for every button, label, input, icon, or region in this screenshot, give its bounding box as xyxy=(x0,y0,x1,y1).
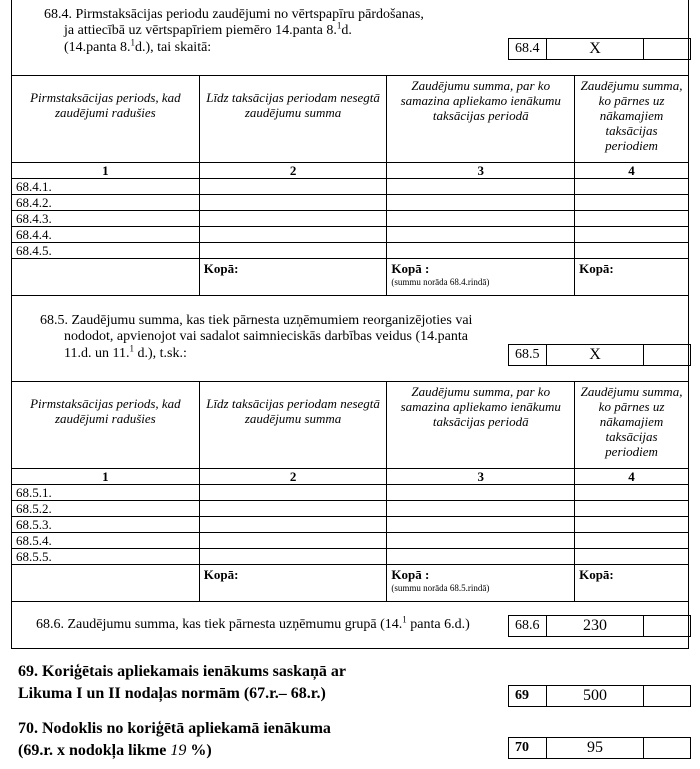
total-note: (summu norāda 68.5.rindā) xyxy=(391,583,490,593)
cell[interactable] xyxy=(387,195,575,211)
cell[interactable] xyxy=(575,211,689,227)
cell[interactable] xyxy=(199,211,387,227)
total-row xyxy=(12,565,689,602)
cell[interactable] xyxy=(199,485,387,501)
table-row xyxy=(12,501,689,517)
table-row xyxy=(12,485,689,501)
cell xyxy=(12,259,200,296)
row-value-extra[interactable] xyxy=(644,686,690,706)
table-row xyxy=(12,179,689,195)
cell[interactable] xyxy=(387,485,575,501)
row-70-field[interactable] xyxy=(508,737,691,759)
cell[interactable] xyxy=(575,179,689,195)
cell[interactable] xyxy=(387,501,575,517)
cell[interactable] xyxy=(387,549,575,565)
cell[interactable] xyxy=(387,517,575,533)
cell[interactable] xyxy=(575,195,689,211)
table-row xyxy=(12,195,689,211)
col-header: Zaudējumu summa, ko pārnes uz nākamajiem taksācijas periodiem xyxy=(575,76,689,163)
cell[interactable] xyxy=(575,227,689,243)
total-label[interactable]: Kopā: xyxy=(199,565,387,602)
col-number: 1 xyxy=(12,163,200,179)
col-number: 3 xyxy=(387,163,575,179)
section-68-5-title-line2: nododot, apvienojot vai sadalot saimnieciskās darbības veidus (14.panta xyxy=(64,329,468,344)
col-header: Līdz taksācijas periodam nesegtā zaudējumu summa xyxy=(199,76,387,163)
section-68-5-title-line3: 11.d. un 11.$^1$ d.), t.sk.: xyxy=(64,343,187,361)
cell[interactable] xyxy=(199,195,387,211)
tax-rate: 19 xyxy=(170,742,187,759)
divider xyxy=(11,648,689,649)
section-70-line1: 70. Nodoklis no koriģētā apliekamā ienākuma xyxy=(18,720,331,737)
row-68-4-field[interactable] xyxy=(508,38,691,60)
cell[interactable] xyxy=(199,533,387,549)
section-68-4-title-line3: (14.panta 8.$^1$d.), tai skaitā: xyxy=(64,37,212,55)
total-row xyxy=(12,259,689,296)
cell[interactable] xyxy=(199,243,387,259)
cell[interactable] xyxy=(575,485,689,501)
row-68-5-field[interactable] xyxy=(508,344,691,366)
section-68-5-title-line1: 68.5. Zaudējumu summa, kas tiek pārnesta uzņēmumiem reorganizējoties vai xyxy=(40,313,473,328)
col-header: Līdz taksācijas periodam nesegtā zaudējumu summa xyxy=(199,382,387,469)
cell[interactable] xyxy=(575,549,689,565)
row-value[interactable]: 95 xyxy=(547,738,644,758)
cell[interactable] xyxy=(387,211,575,227)
cell[interactable] xyxy=(575,501,689,517)
col-number: 2 xyxy=(199,163,387,179)
cell[interactable] xyxy=(575,533,689,549)
table-68-4 xyxy=(11,75,689,296)
row-value[interactable]: 500 xyxy=(547,686,644,706)
section-69-line2: Likuma I un II nodaļas normām (67.r.– 68.r.) xyxy=(18,685,326,702)
table-row xyxy=(12,211,689,227)
col-number: 4 xyxy=(575,469,689,485)
col-number: 3 xyxy=(387,469,575,485)
row-value[interactable]: X xyxy=(547,39,644,59)
col-header: Zaudējumu summa, par ko samazina apliekamo ienākumu taksācijas periodā xyxy=(387,382,575,469)
cell[interactable] xyxy=(575,243,689,259)
cell[interactable] xyxy=(199,227,387,243)
row-value[interactable]: X xyxy=(547,345,644,365)
table-row xyxy=(12,517,689,533)
col-header: Zaudējumu summa, par ko samazina apliekamo ienākumu taksācijas periodā xyxy=(387,76,575,163)
row-value-extra[interactable] xyxy=(644,39,690,59)
row-code: 68.5 xyxy=(509,345,547,365)
row-label: 68.5.4. xyxy=(12,533,200,549)
cell[interactable] xyxy=(199,501,387,517)
row-value-extra[interactable] xyxy=(644,616,690,636)
cell[interactable] xyxy=(387,227,575,243)
cell[interactable] xyxy=(199,179,387,195)
cell[interactable] xyxy=(387,179,575,195)
cell[interactable] xyxy=(387,533,575,549)
row-code: 68.6 xyxy=(509,616,547,636)
col-number: 4 xyxy=(575,163,689,179)
row-code: 70 xyxy=(509,738,547,758)
cell[interactable] xyxy=(199,549,387,565)
row-label: 68.5.3. xyxy=(12,517,200,533)
row-label: 68.5.5. xyxy=(12,549,200,565)
col-number: 2 xyxy=(199,469,387,485)
table-row xyxy=(12,549,689,565)
section-69-line1: 69. Koriģētais apliekamais ienākums saskaņā ar xyxy=(18,663,347,680)
col-number: 1 xyxy=(12,469,200,485)
row-code: 68.4 xyxy=(509,39,547,59)
row-label: 68.4.3. xyxy=(12,211,200,227)
row-68-6-field[interactable] xyxy=(508,615,691,637)
row-69-field[interactable] xyxy=(508,685,691,707)
section-68-4-title-line1: 68.4. Pirmstaksācijas periodu zaudējumi no vērtspapīru pārdošanas, xyxy=(44,7,424,22)
row-label: 68.4.2. xyxy=(12,195,200,211)
total-label[interactable]: Kopā : (summu norāda 68.4.rindā) xyxy=(387,259,575,296)
table-row xyxy=(12,227,689,243)
row-value[interactable]: 230 xyxy=(547,616,644,636)
total-label[interactable]: Kopā: xyxy=(199,259,387,296)
table-row xyxy=(12,243,689,259)
table-row xyxy=(12,533,689,549)
col-header: Pirmstaksācijas periods, kad zaudējumi radušies xyxy=(12,382,200,469)
section-68-6-text: 68.6. Zaudējumu summa, kas tiek pārnesta uzņēmumu grupā (14.$^1$ panta 6.d.) xyxy=(36,614,470,632)
row-label: 68.5.1. xyxy=(12,485,200,501)
col-header: Zaudējumu summa, ko pārnes uz nākamajiem taksācijas periodiem xyxy=(575,382,689,469)
table-68-5 xyxy=(11,381,689,602)
cell[interactable] xyxy=(575,517,689,533)
row-label: 68.4.1. xyxy=(12,179,200,195)
total-label[interactable]: Kopā: xyxy=(575,565,689,602)
total-label[interactable]: Kopā : (summu norāda 68.5.rindā) xyxy=(387,565,575,602)
cell xyxy=(12,565,200,602)
row-label: 68.4.4. xyxy=(12,227,200,243)
row-code: 69 xyxy=(509,686,547,706)
row-label: 68.5.2. xyxy=(12,501,200,517)
row-value-extra[interactable] xyxy=(644,738,690,758)
cell[interactable] xyxy=(199,517,387,533)
cell[interactable] xyxy=(387,243,575,259)
total-note: (summu norāda 68.4.rindā) xyxy=(391,277,490,287)
row-value-extra[interactable] xyxy=(644,345,690,365)
section-68-4-title-line2: ja attiecībā uz vērtspapīriem piemēro 14.panta 8.$^1$d. xyxy=(64,20,352,38)
row-label: 68.4.5. xyxy=(12,243,200,259)
total-label[interactable]: Kopā: xyxy=(575,259,689,296)
col-header: Pirmstaksācijas periods, kad zaudējumi radušies xyxy=(12,76,200,163)
section-70-line2: (69.r. x nodokļa likme 19 %) xyxy=(18,742,212,759)
